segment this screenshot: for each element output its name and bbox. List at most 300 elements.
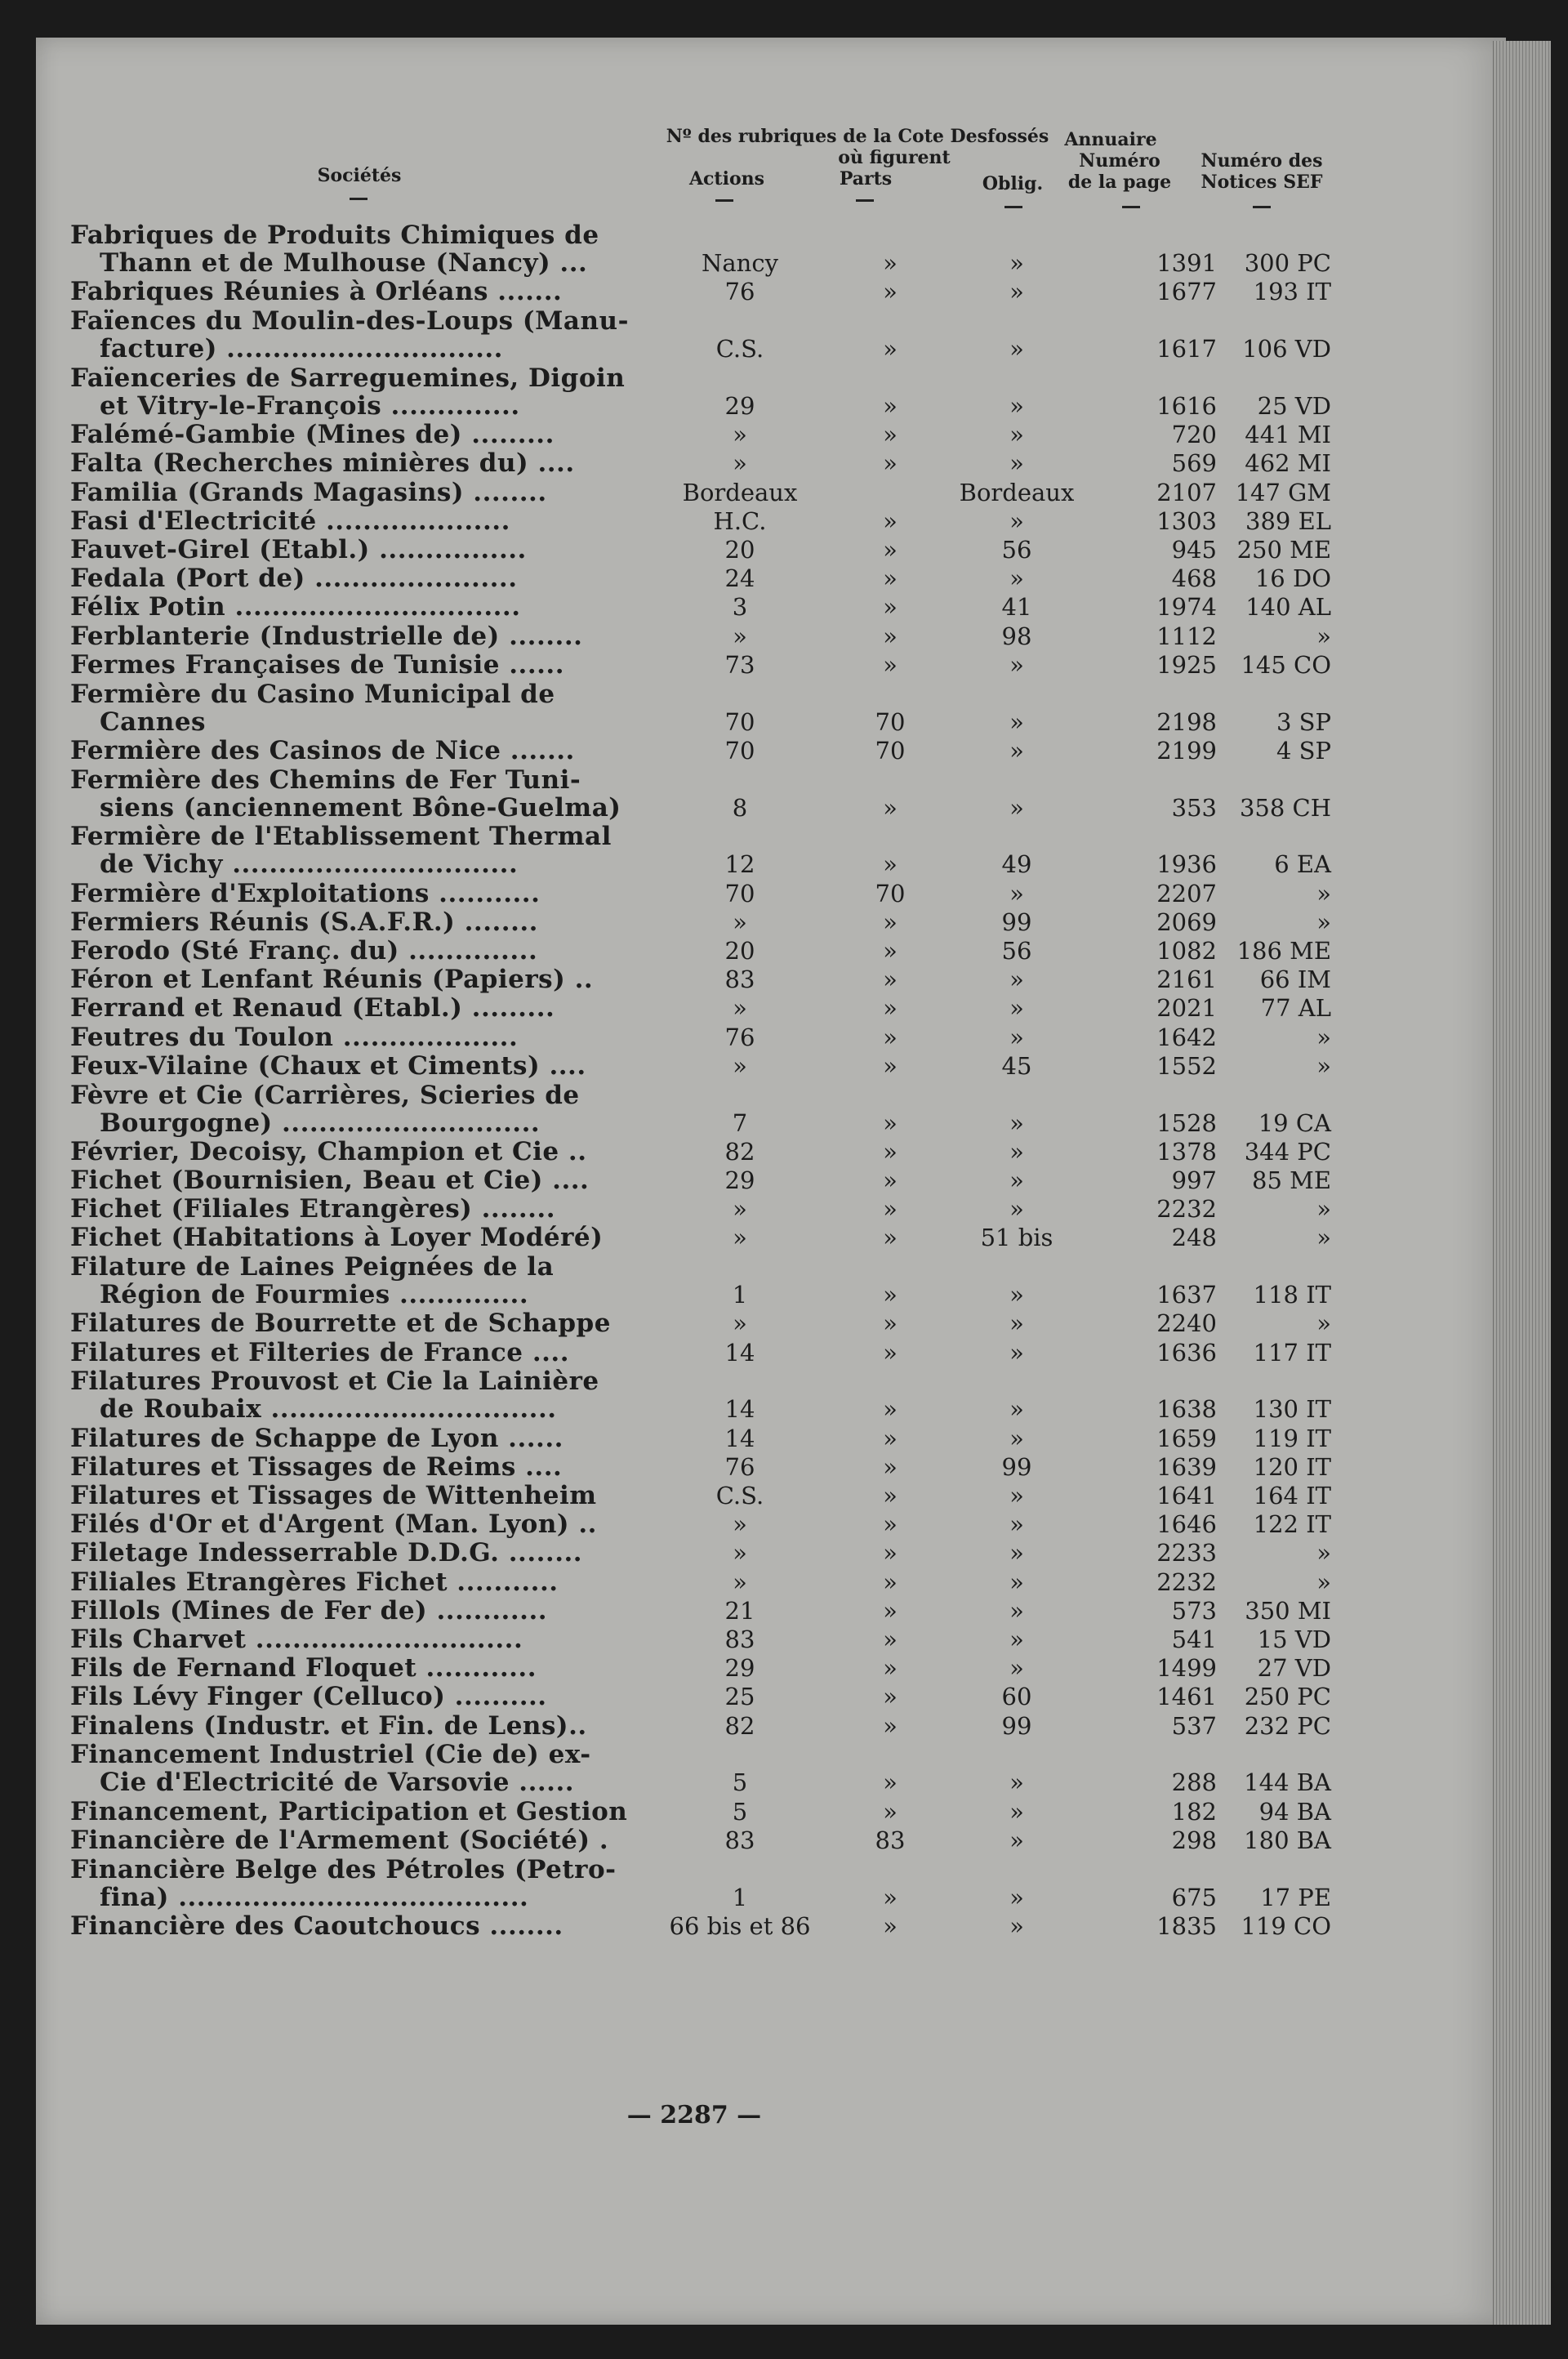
sef-notice-value: 77 AL xyxy=(1260,994,1331,1023)
societe-name xyxy=(70,1023,632,1051)
societe-name-line: facture) .............................. xyxy=(100,335,503,363)
sef-notice-value: 118 IT xyxy=(1253,1281,1331,1309)
annuaire-page-value: 1082 xyxy=(1156,936,1217,965)
annuaire-page-value: 2233 xyxy=(1156,1539,1217,1567)
header-annuaire-line2: Numéro xyxy=(1079,150,1160,172)
annuaire-page-value: 537 xyxy=(1171,1711,1217,1740)
societe-name xyxy=(70,449,632,477)
societe-name-line: Familia (Grands Magasins) ........ xyxy=(70,478,547,506)
societe-name xyxy=(70,364,632,420)
sef-notice-value: 117 IT xyxy=(1253,1338,1331,1367)
annuaire-page-value: 945 xyxy=(1171,535,1217,564)
societe-name xyxy=(70,593,632,621)
table-row xyxy=(0,1911,1470,1940)
annuaire-page-value: 2232 xyxy=(1156,1567,1217,1596)
societe-name xyxy=(70,536,632,564)
parts-value: » xyxy=(883,1711,898,1740)
sef-notice-value: 250 ME xyxy=(1236,535,1331,564)
societe-name-line: Fèvre et Cie (Carrières, Scieries de xyxy=(70,1081,580,1109)
sef-notice-value: 6 EA xyxy=(1274,850,1331,879)
parts-value: » xyxy=(883,1625,898,1653)
sef-notice-value: » xyxy=(1316,879,1331,907)
parts-value: » xyxy=(883,793,898,822)
oblig-value: » xyxy=(1009,1195,1024,1224)
actions-value: » xyxy=(733,1510,747,1539)
annuaire-page-value: 1659 xyxy=(1156,1424,1217,1452)
societe-name xyxy=(70,479,632,506)
actions-value: 70 xyxy=(724,736,755,765)
table-row xyxy=(0,907,1470,936)
sef-notice-value: » xyxy=(1316,1309,1331,1338)
table-row xyxy=(0,306,1470,363)
societe-name xyxy=(70,880,632,907)
societe-name xyxy=(70,1224,632,1251)
oblig-value: » xyxy=(1009,1596,1024,1625)
societe-name-line: Filatures et Tissages de Reims .... xyxy=(70,1452,563,1481)
actions-value: 20 xyxy=(724,535,755,564)
table-row xyxy=(0,506,1470,535)
societe-name-line: Fichet (Filiales Etrangères) ........ xyxy=(70,1195,555,1224)
sef-notice-value: 4 SP xyxy=(1276,736,1331,765)
oblig-value: Bordeaux xyxy=(959,478,1075,506)
table-row xyxy=(0,1596,1470,1625)
societe-name-line: Fermière du Casino Municipal de xyxy=(70,680,555,708)
oblig-value: 41 xyxy=(1001,593,1032,622)
societe-name-line: Fabriques Réunies à Orléans ....... xyxy=(70,278,563,306)
annuaire-page-value: 182 xyxy=(1171,1797,1217,1826)
societe-name-line: Faïenceries de Sarreguemines, Digoin xyxy=(70,363,626,392)
parts-value: » xyxy=(883,564,898,593)
table-row xyxy=(0,1740,1470,1796)
societe-name-line: Filiales Etrangères Fichet ........... xyxy=(70,1567,559,1596)
actions-value: 14 xyxy=(724,1338,755,1367)
societe-name xyxy=(70,1568,632,1596)
societe-name xyxy=(70,1309,632,1337)
table-row xyxy=(0,1195,1470,1224)
oblig-value: » xyxy=(1009,1108,1024,1137)
actions-value: 14 xyxy=(724,1395,755,1424)
societe-name xyxy=(70,1195,632,1223)
sef-notice-value: » xyxy=(1316,622,1331,650)
parts-value: 83 xyxy=(875,1826,906,1854)
annuaire-page-value: 720 xyxy=(1171,421,1217,449)
page-edges xyxy=(1493,41,1551,2325)
actions-value: 5 xyxy=(732,1797,748,1826)
header-rule-annuaire xyxy=(1122,206,1140,208)
sef-notice-value: 140 AL xyxy=(1245,593,1331,622)
parts-value: » xyxy=(883,421,898,449)
actions-value: » xyxy=(733,1309,747,1338)
actions-value: 1 xyxy=(732,1281,748,1309)
societe-name-line: Fils Lévy Finger (Celluco) .......... xyxy=(70,1683,547,1711)
oblig-value: » xyxy=(1009,1883,1024,1911)
parts-value: » xyxy=(883,1395,898,1424)
parts-value: » xyxy=(883,1338,898,1367)
societe-name-line: Fillols (Mines de Fer de) ............ xyxy=(70,1596,548,1625)
oblig-value: » xyxy=(1009,1481,1024,1509)
annuaire-page-value: 1378 xyxy=(1156,1137,1217,1166)
parts-value: » xyxy=(883,1051,898,1080)
societe-name-line: Feutres du Toulon ................... xyxy=(70,1023,519,1051)
societe-name-line: Filature de Laines Peignées de la xyxy=(70,1253,555,1282)
annuaire-page-value: 1617 xyxy=(1156,335,1217,363)
oblig-value: » xyxy=(1009,707,1024,736)
table-row xyxy=(0,1797,1470,1826)
table-row xyxy=(0,965,1470,994)
oblig-value: » xyxy=(1009,1654,1024,1683)
actions-value: » xyxy=(733,622,747,650)
sef-notice-value: 120 IT xyxy=(1253,1452,1331,1481)
societe-name xyxy=(70,1597,632,1625)
societe-name-line: Cie d'Electricité de Varsovie ...... xyxy=(100,1768,575,1797)
parts-value: » xyxy=(883,1108,898,1137)
annuaire-page-value: 1303 xyxy=(1156,506,1217,535)
sef-notice-value: 250 PC xyxy=(1244,1683,1331,1711)
annuaire-page-value: 1638 xyxy=(1156,1395,1217,1424)
actions-value: H.C. xyxy=(713,506,767,535)
oblig-value: 99 xyxy=(1001,907,1032,936)
societe-name-line: Fermière des Chemins de Fer Tuni- xyxy=(70,765,581,794)
parts-value: 70 xyxy=(875,879,906,907)
actions-value: 3 xyxy=(732,593,748,622)
table-row xyxy=(0,363,1470,420)
societe-name-line: Falta (Recherches minières du) .... xyxy=(70,449,575,478)
actions-value: » xyxy=(733,1224,747,1252)
parts-value: » xyxy=(883,965,898,994)
sef-notice-value: 147 GM xyxy=(1235,478,1331,506)
parts-value: » xyxy=(883,391,898,420)
oblig-value: » xyxy=(1009,278,1024,306)
oblig-value: 56 xyxy=(1001,535,1032,564)
sef-notice-value: 350 MI xyxy=(1245,1596,1331,1625)
societe-name xyxy=(70,507,632,535)
table-row xyxy=(0,421,1470,449)
header-societes: Sociétés xyxy=(317,165,402,186)
actions-value: 5 xyxy=(732,1768,748,1797)
societe-name-line: Financière Belge des Pétroles (Petro- xyxy=(70,1855,617,1884)
societe-name xyxy=(70,1425,632,1452)
actions-value: 21 xyxy=(724,1596,755,1625)
societe-name xyxy=(70,937,632,965)
sef-notice-value: 344 PC xyxy=(1244,1137,1331,1166)
table-row xyxy=(0,1854,1470,1911)
oblig-value: » xyxy=(1009,335,1024,363)
table-row xyxy=(0,1654,1470,1683)
parts-value: » xyxy=(883,1452,898,1481)
actions-value: 12 xyxy=(724,850,755,879)
societe-name-line: Félix Potin ............................... xyxy=(70,593,521,622)
actions-value: 83 xyxy=(724,1625,755,1653)
parts-value: » xyxy=(883,1309,898,1338)
annuaire-page-value: 1925 xyxy=(1156,650,1217,679)
sef-notice-value: 16 DO xyxy=(1254,564,1331,593)
actions-value: 14 xyxy=(724,1424,755,1452)
parts-value: » xyxy=(883,1281,898,1309)
annuaire-page-value: 1552 xyxy=(1156,1051,1217,1080)
actions-value: 76 xyxy=(724,278,755,306)
oblig-value: » xyxy=(1009,1567,1024,1596)
table-row xyxy=(0,1051,1470,1080)
societe-name xyxy=(70,307,632,363)
header-group-title: Nº des rubriques de la Cote Desfossés xyxy=(666,126,1049,147)
parts-value: » xyxy=(883,593,898,622)
actions-value: 20 xyxy=(724,936,755,965)
header-rule-parts xyxy=(856,199,874,202)
actions-value: 24 xyxy=(724,564,755,593)
societe-name xyxy=(70,1453,632,1481)
oblig-value: 60 xyxy=(1001,1683,1032,1711)
societe-name-line: Financement, Participation et Gestion xyxy=(70,1797,628,1826)
oblig-value: 99 xyxy=(1001,1711,1032,1740)
oblig-value: 45 xyxy=(1001,1051,1032,1080)
table-row xyxy=(0,1137,1470,1166)
oblig-value: » xyxy=(1009,1166,1024,1194)
header-actions: Actions xyxy=(688,168,765,190)
societe-name-line: Ferblanterie (Industrielle de) ........ xyxy=(70,622,583,650)
annuaire-page-value: 288 xyxy=(1171,1768,1217,1797)
annuaire-page-value: 541 xyxy=(1171,1625,1217,1653)
header-group xyxy=(653,126,1062,168)
table-row xyxy=(0,1424,1470,1452)
table-row xyxy=(0,1539,1470,1567)
oblig-value: 56 xyxy=(1001,936,1032,965)
annuaire-page-value: 997 xyxy=(1171,1166,1217,1194)
table-row xyxy=(0,1452,1470,1481)
actions-value: 25 xyxy=(724,1683,755,1711)
sef-notice-value: 164 IT xyxy=(1253,1481,1331,1509)
parts-value: » xyxy=(883,1166,898,1194)
societe-name-line: Fichet (Bournisien, Beau et Cie) .... xyxy=(70,1166,590,1194)
societe-name xyxy=(70,1138,632,1166)
societe-name-line: Filés d'Or et d'Argent (Man. Lyon) .. xyxy=(70,1510,597,1539)
parts-value: » xyxy=(883,449,898,478)
oblig-value: » xyxy=(1009,421,1024,449)
societe-name-line: Feux-Vilaine (Chaux et Ciments) .... xyxy=(70,1051,586,1080)
sef-notice-value: 122 IT xyxy=(1253,1510,1331,1539)
header-rule-sef xyxy=(1253,206,1271,208)
table-row xyxy=(0,535,1470,564)
societe-name-line: Financière des Caoutchoucs ........ xyxy=(70,1911,564,1940)
actions-value: » xyxy=(733,421,747,449)
oblig-value: » xyxy=(1009,1510,1024,1539)
annuaire-page-value: 1642 xyxy=(1156,1023,1217,1051)
annuaire-page-value: 2199 xyxy=(1156,736,1217,765)
societe-name-line: Fermière de l'Etablissement Thermal xyxy=(70,823,612,851)
sef-notice-value: 85 ME xyxy=(1252,1166,1331,1194)
societe-name-line: Fils de Fernand Floquet ............ xyxy=(70,1654,537,1683)
societe-name-line: Faïences du Moulin-des-Loups (Manu- xyxy=(70,307,629,336)
societe-name xyxy=(70,1052,632,1080)
actions-value: » xyxy=(733,1539,747,1567)
sef-notice-value: » xyxy=(1316,1539,1331,1567)
societe-name-line: Fabriques de Produits Chimiques de xyxy=(70,221,599,250)
actions-value: C.S. xyxy=(715,335,764,363)
sef-notice-value: 66 IM xyxy=(1259,965,1331,994)
societe-name-line: et Vitry-le-François .............. xyxy=(100,391,520,420)
oblig-value: » xyxy=(1009,449,1024,478)
oblig-value: » xyxy=(1009,1023,1024,1051)
sef-notice-value: 232 PC xyxy=(1244,1711,1331,1740)
parts-value: » xyxy=(883,994,898,1023)
societe-name-line: Fils Charvet ............................. xyxy=(70,1625,523,1653)
annuaire-page-value: 1636 xyxy=(1156,1338,1217,1367)
sef-notice-value: 358 CH xyxy=(1239,793,1331,822)
annuaire-page-value: 2161 xyxy=(1156,965,1217,994)
annuaire-page-value: 1528 xyxy=(1156,1108,1217,1137)
actions-value: 29 xyxy=(724,1166,755,1194)
actions-value: 83 xyxy=(724,1826,755,1854)
table-row xyxy=(0,1826,1470,1854)
oblig-value: » xyxy=(1009,1395,1024,1424)
parts-value: » xyxy=(883,850,898,879)
sef-notice-value: 3 SP xyxy=(1276,707,1331,736)
societe-name-line: fina) ...................................... xyxy=(100,1883,529,1911)
oblig-value: » xyxy=(1009,564,1024,593)
annuaire-page-value: 2069 xyxy=(1156,907,1217,936)
actions-value: » xyxy=(733,1051,747,1080)
parts-value: » xyxy=(883,622,898,650)
header-annuaire-line3: de la page xyxy=(1067,172,1172,193)
header-sef-line2: Notices SEF xyxy=(1200,172,1323,193)
parts-value: » xyxy=(883,1768,898,1797)
table-row xyxy=(0,1481,1470,1509)
sef-notice-value: 27 VD xyxy=(1257,1654,1331,1683)
actions-value: » xyxy=(733,1567,747,1596)
societe-name xyxy=(70,1253,632,1309)
societe-name xyxy=(70,1654,632,1682)
oblig-value: » xyxy=(1009,1911,1024,1940)
societe-name xyxy=(70,622,632,650)
actions-value: 70 xyxy=(724,879,755,907)
table-row xyxy=(0,1224,1470,1252)
societe-name xyxy=(70,908,632,936)
societe-name-line: Fasi d'Electricité .................... xyxy=(70,506,510,535)
parts-value: » xyxy=(883,249,898,278)
societe-name-line: Février, Decoisy, Champion et Cie .. xyxy=(70,1137,587,1166)
societe-name-line: Région de Fourmies .............. xyxy=(100,1281,529,1309)
sef-notice-value: 193 IT xyxy=(1253,278,1331,306)
parts-value: » xyxy=(883,1510,898,1539)
parts-value: » xyxy=(883,1137,898,1166)
annuaire-page-value: 1974 xyxy=(1156,593,1217,622)
societe-name-line: Finalens (Industr. et Fin. de Lens).. xyxy=(70,1711,587,1740)
societe-name xyxy=(70,651,632,679)
societe-name-line: Fauvet-Girel (Etabl.) ................ xyxy=(70,535,527,564)
sef-notice-value: 186 ME xyxy=(1236,936,1331,965)
sef-notice-value: 17 PE xyxy=(1260,1883,1331,1911)
annuaire-page-value: 1112 xyxy=(1156,622,1217,650)
table-row xyxy=(0,1023,1470,1051)
societe-name xyxy=(70,1741,632,1796)
societe-name-line: Ferodo (Sté Franç. du) .............. xyxy=(70,936,538,965)
societe-name xyxy=(70,1826,632,1854)
sef-notice-value: 94 BA xyxy=(1258,1797,1331,1826)
parts-value: 70 xyxy=(875,736,906,765)
societe-name xyxy=(70,1539,632,1567)
societe-name-line: Financière de l'Armement (Société) . xyxy=(70,1826,609,1854)
table-row xyxy=(0,449,1470,478)
societe-name-line: Ferrand et Renaud (Etabl.) ......... xyxy=(70,994,555,1023)
societe-name xyxy=(70,737,632,765)
oblig-value: » xyxy=(1009,965,1024,994)
sef-notice-value: » xyxy=(1316,1195,1331,1224)
table-row xyxy=(0,1166,1470,1194)
oblig-value: » xyxy=(1009,650,1024,679)
parts-value: » xyxy=(883,278,898,306)
annuaire-page-value: 1639 xyxy=(1156,1452,1217,1481)
actions-value: 1 xyxy=(732,1883,748,1911)
societe-name-line: de Roubaix ............................... xyxy=(100,1395,557,1424)
oblig-value: » xyxy=(1009,1768,1024,1797)
parts-value: » xyxy=(883,1883,898,1911)
societe-name xyxy=(70,1856,632,1911)
table-row xyxy=(0,1309,1470,1338)
header-rule-actions xyxy=(715,199,733,202)
societe-name xyxy=(70,766,632,822)
parts-value: » xyxy=(883,335,898,363)
actions-value: » xyxy=(733,994,747,1023)
annuaire-page-value: 2107 xyxy=(1156,478,1217,506)
header-rule-societes xyxy=(350,198,368,200)
table-row xyxy=(0,1252,1470,1309)
actions-value: 83 xyxy=(724,965,755,994)
oblig-value: » xyxy=(1009,1281,1024,1309)
societe-name-line: Filatures de Schappe de Lyon ...... xyxy=(70,1424,564,1452)
oblig-value: » xyxy=(1009,1338,1024,1367)
sef-notice-value: » xyxy=(1316,907,1331,936)
sef-notice-value: » xyxy=(1316,1051,1331,1080)
societe-name xyxy=(70,1367,632,1423)
parts-value: » xyxy=(883,1797,898,1826)
oblig-value: » xyxy=(1009,994,1024,1023)
table-row xyxy=(0,765,1470,821)
annuaire-page-value: 1499 xyxy=(1156,1654,1217,1683)
actions-value: 66 bis et 86 xyxy=(669,1911,811,1940)
annuaire-page-value: 468 xyxy=(1171,564,1217,593)
actions-value: Bordeaux xyxy=(682,478,798,506)
parts-value: 70 xyxy=(875,707,906,736)
table-row xyxy=(0,1625,1470,1653)
table-row xyxy=(0,736,1470,765)
table-row xyxy=(0,936,1470,965)
societe-name-line: Thann et de Mulhouse (Nancy) ... xyxy=(100,249,588,278)
societe-name xyxy=(70,1510,632,1538)
sef-notice-value: » xyxy=(1316,1023,1331,1051)
societe-name xyxy=(70,680,632,736)
societe-name-line: Filatures de Bourrette et de Schappe xyxy=(70,1309,611,1338)
annuaire-page-value: 1936 xyxy=(1156,850,1217,879)
annuaire-page-value: 569 xyxy=(1171,449,1217,478)
actions-value: C.S. xyxy=(715,1481,764,1509)
oblig-value: 98 xyxy=(1001,622,1032,650)
annuaire-page-value: 1677 xyxy=(1156,278,1217,306)
parts-value: » xyxy=(883,1911,898,1940)
societe-name xyxy=(70,1683,632,1710)
societe-name-line: Fermière des Casinos de Nice ....... xyxy=(70,736,575,765)
societe-name xyxy=(70,278,632,305)
societe-name-line: Fermes Françaises de Tunisie ...... xyxy=(70,650,564,679)
oblig-value: 51 bis xyxy=(980,1224,1054,1252)
annuaire-page-value: 2232 xyxy=(1156,1195,1217,1224)
societe-name-line: Cannes xyxy=(100,707,207,736)
societe-name xyxy=(70,1712,632,1740)
sef-notice-value: 462 MI xyxy=(1245,449,1331,478)
table-row xyxy=(0,1080,1470,1136)
parts-value: » xyxy=(883,1539,898,1567)
societe-name-line: Filatures Prouvost et Cie la Lainière xyxy=(70,1367,599,1396)
sef-notice-value: 130 IT xyxy=(1253,1395,1331,1424)
parts-value: » xyxy=(883,1224,898,1252)
